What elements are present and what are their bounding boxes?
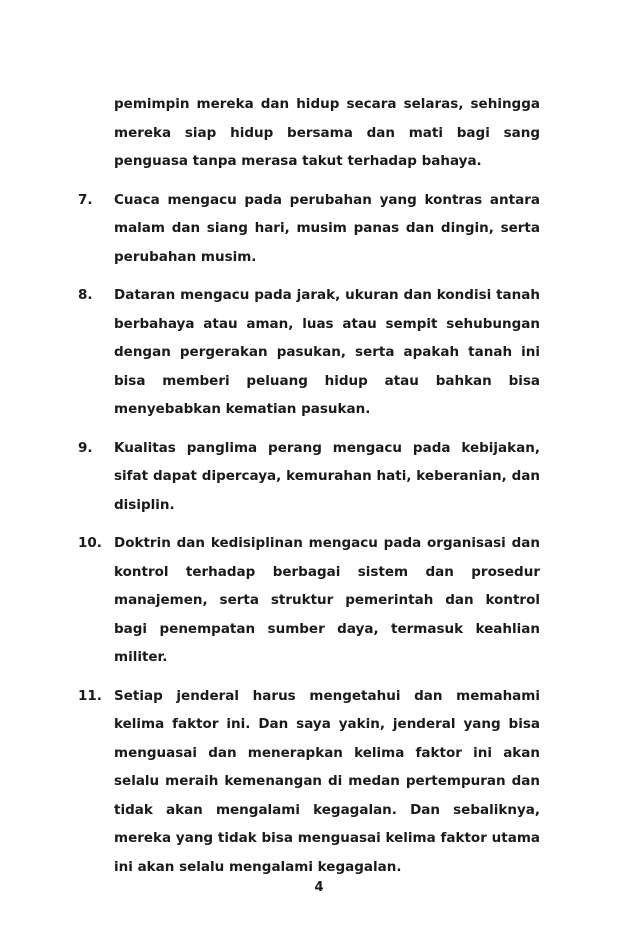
- list-item: [78, 682, 540, 882]
- list-item-number: 11.: [78, 687, 102, 704]
- page-number: 4: [314, 880, 324, 895]
- list-item: [78, 529, 540, 672]
- list-item-text: Setiap jenderal harus mengetahui dan memahami kelima faktor ini. Dan saya yakin, jenderal yang bisa menguasai dan menerapkan kelima faktor ini akan selalu meraih kemenangan di medan pertempuran dan tidak akan mengalami kegagalan. Dan sebaliknya, mereka yang tidak bisa menguasai kelima faktor utama ini akan selalu mengalami kegagalan.: [114, 687, 540, 875]
- list-item-number: 9.: [78, 439, 93, 456]
- list-item-text: Dataran mengacu pada jarak, ukuran dan kondisi tanah berbahaya atau aman, luas atau sempit sehubungan dengan pergerakan pasukan, serta apakah tanah ini bisa memberi peluang hidup atau bahkan bisa menyebabkan kematian pasukan.: [114, 287, 540, 417]
- list-item-text: Cuaca mengacu pada perubahan yang kontras antara malam dan siang hari, musim panas dan dingin, serta perubahan musim.: [114, 191, 540, 265]
- list-item: [78, 186, 540, 272]
- page-body: [78, 90, 540, 881]
- list-item-text: Doktrin dan kedisiplinan mengacu pada organisasi dan kontrol terhadap berbagai sistem dan prosedur manajemen, serta struktur pemerintah dan kontrol bagi penempatan sumber daya, termasuk keahlian militer.: [114, 535, 540, 665]
- paragraph-text: pemimpin mereka dan hidup secara selaras, sehingga mereka siap hidup bersama dan mati bagi sang penguasa tanpa merasa takut terhadap bahaya.: [114, 96, 540, 169]
- list-item-text: Kualitas panglima perang mengacu pada kebijakan, sifat dapat dipercaya, kemurahan hati, keberanian, dan disiplin.: [114, 439, 540, 513]
- list-item: [78, 434, 540, 520]
- list-item-number: 10.: [78, 535, 102, 551]
- list-item: [78, 281, 540, 424]
- list-item-number: 7.: [78, 191, 93, 208]
- paragraph-continuation: [78, 90, 540, 176]
- list-item-number: 8.: [78, 287, 93, 303]
